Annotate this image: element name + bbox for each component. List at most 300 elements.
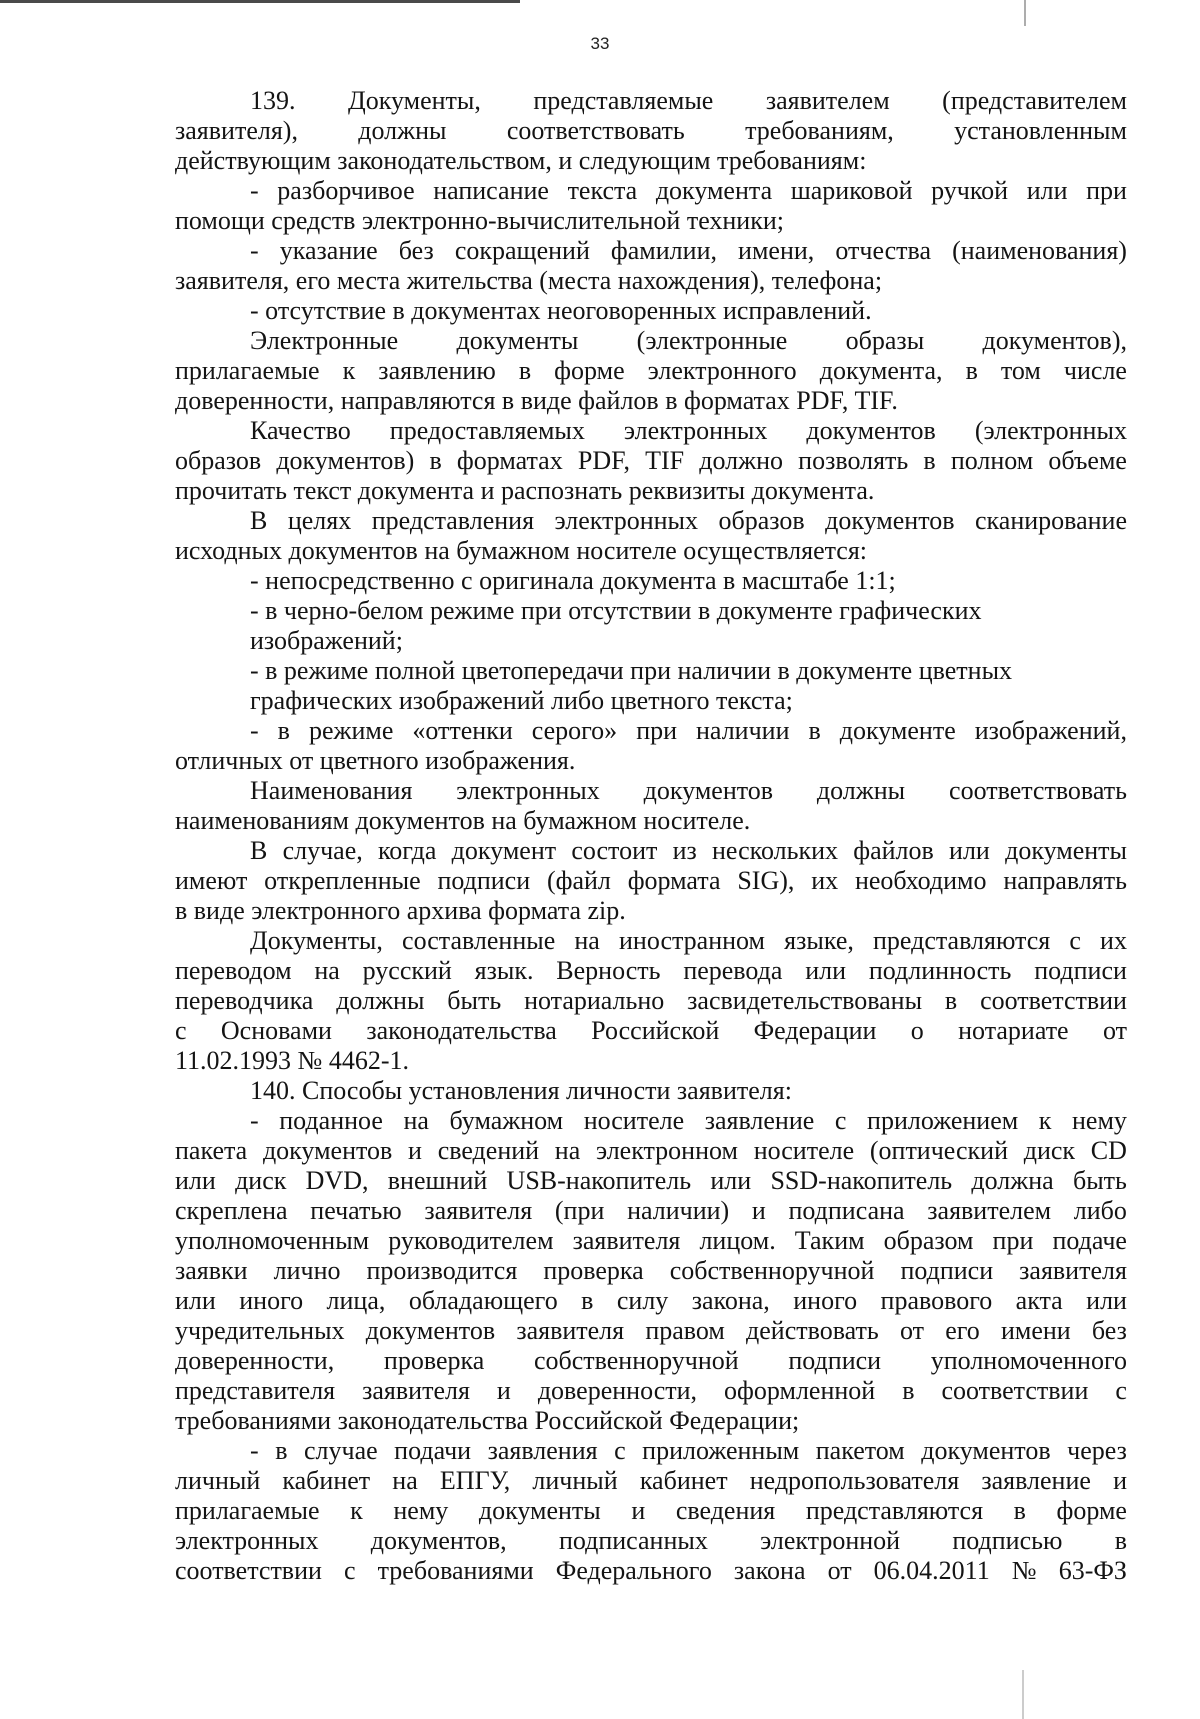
word: в bbox=[1114, 1526, 1127, 1555]
word: документов bbox=[365, 1316, 496, 1345]
word: электронного bbox=[647, 356, 797, 385]
text-line: исходных документов на бумажном носителе осуществляется: bbox=[175, 536, 868, 565]
word: представляются bbox=[805, 1496, 984, 1525]
word: В bbox=[250, 836, 268, 865]
word: в bbox=[277, 716, 290, 745]
word: или bbox=[175, 1286, 216, 1315]
word: и bbox=[408, 1136, 422, 1165]
word: должны bbox=[358, 116, 447, 145]
word: обладающего bbox=[408, 1286, 558, 1315]
word: электронном bbox=[596, 1136, 738, 1165]
word: на bbox=[403, 1106, 429, 1135]
word: носителе bbox=[753, 1136, 855, 1165]
word: ручкой bbox=[931, 176, 1009, 205]
word: - bbox=[250, 176, 259, 205]
word: имеют bbox=[175, 866, 248, 895]
word: на bbox=[392, 1466, 418, 1495]
text-line bbox=[175, 1436, 1127, 1466]
word: прилагаемые bbox=[175, 356, 320, 385]
word: приложением bbox=[867, 1106, 1019, 1135]
word: форме bbox=[554, 356, 625, 385]
word: образы bbox=[845, 326, 925, 355]
word: иного bbox=[793, 1286, 858, 1315]
word: диск bbox=[1023, 1136, 1076, 1165]
word: - bbox=[250, 716, 259, 745]
word: числе bbox=[1063, 356, 1127, 385]
word: сведения bbox=[675, 1496, 776, 1525]
word: (наименования) bbox=[952, 236, 1127, 265]
word: заявителя bbox=[362, 1376, 470, 1405]
text-line bbox=[175, 1286, 1127, 1316]
word: документов bbox=[921, 1436, 1051, 1465]
word: В bbox=[250, 506, 268, 535]
word: приложенным bbox=[642, 1436, 800, 1465]
word: заявлению bbox=[378, 356, 496, 385]
word: наличии) bbox=[627, 1196, 730, 1225]
word: уполномоченного bbox=[930, 1346, 1127, 1375]
word: формата bbox=[627, 866, 721, 895]
word: № bbox=[1011, 1556, 1037, 1585]
word: либо bbox=[1073, 1196, 1127, 1225]
word: нему bbox=[393, 1496, 449, 1525]
word: подаче bbox=[1052, 1226, 1127, 1255]
word: Таким bbox=[794, 1226, 865, 1255]
text-line: требованиями законодательства Российской Федерации; bbox=[175, 1406, 800, 1435]
word: документы bbox=[478, 1496, 601, 1525]
word: заявителем bbox=[765, 86, 890, 115]
text-line: - в режиме полной цветопередачи при наличии в документе цветных bbox=[250, 656, 1013, 685]
word: и bbox=[496, 1376, 511, 1405]
word: личный bbox=[532, 1466, 618, 1495]
text-line bbox=[175, 86, 1127, 116]
word: (при bbox=[554, 1196, 605, 1225]
word: SSD-накопитель bbox=[770, 1166, 953, 1195]
word: 139. bbox=[250, 86, 296, 115]
word: документов bbox=[262, 1136, 393, 1165]
word: представления bbox=[371, 506, 535, 535]
text-line bbox=[175, 866, 1127, 896]
word: (электронных bbox=[974, 416, 1127, 445]
word: на bbox=[554, 1136, 581, 1165]
word: учредительных bbox=[175, 1316, 345, 1345]
text-line: 140. Способы установления личности заявителя: bbox=[250, 1076, 792, 1105]
word: когда bbox=[377, 836, 437, 865]
word: законодательства bbox=[366, 1016, 557, 1045]
text-line bbox=[175, 356, 1127, 386]
word: отчества bbox=[835, 236, 932, 265]
word: производится bbox=[366, 1256, 518, 1285]
word: подписи bbox=[1034, 956, 1127, 985]
word: в bbox=[808, 716, 821, 745]
word: пакетом bbox=[815, 1436, 905, 1465]
word: кабинет bbox=[639, 1466, 728, 1495]
word: заявителя bbox=[572, 1226, 681, 1255]
text-line: - в черно-белом режиме при отсутствии в документе графических bbox=[250, 596, 982, 625]
word: электронных bbox=[456, 776, 600, 805]
word: указание bbox=[279, 236, 378, 265]
word: документе bbox=[839, 716, 956, 745]
word: электронных bbox=[623, 416, 768, 445]
scan-mark-artifact-bottom bbox=[1022, 1670, 1024, 1719]
word: наличии bbox=[696, 716, 790, 745]
text-line bbox=[175, 926, 1127, 956]
text-line bbox=[175, 1346, 1127, 1376]
word: форме bbox=[1056, 1496, 1127, 1525]
word: файлов bbox=[853, 836, 934, 865]
word: DVD, bbox=[305, 1166, 369, 1195]
word: серого» bbox=[531, 716, 618, 745]
text-line bbox=[175, 1136, 1127, 1166]
word: оформленной bbox=[724, 1376, 876, 1405]
word: форматах bbox=[456, 446, 563, 475]
word: требованиями bbox=[377, 1556, 534, 1585]
word: документов, bbox=[370, 1526, 507, 1555]
word: электронных bbox=[175, 1526, 319, 1555]
text-line bbox=[175, 1166, 1127, 1196]
text-line: наименованиям документов на бумажном носителе. bbox=[175, 806, 751, 835]
word: документов bbox=[806, 416, 936, 445]
text-line bbox=[175, 1556, 1127, 1586]
word: доверенности, bbox=[175, 1346, 335, 1375]
word: доверенности, bbox=[537, 1376, 698, 1405]
word: Электронные bbox=[250, 326, 399, 355]
text-line bbox=[175, 1466, 1127, 1496]
word: сокращений bbox=[454, 236, 590, 265]
word: переводом bbox=[175, 956, 292, 985]
word: документа, bbox=[819, 356, 943, 385]
word: заявителя), bbox=[175, 116, 298, 145]
word: или bbox=[1086, 1286, 1127, 1315]
text-line bbox=[175, 1196, 1127, 1226]
word: разборчивое bbox=[277, 176, 415, 205]
word: акта bbox=[1015, 1286, 1063, 1315]
word: нотариате bbox=[958, 1016, 1069, 1045]
word: Верность bbox=[556, 956, 661, 985]
word: их bbox=[811, 866, 839, 895]
word: заявителя bbox=[1019, 1256, 1127, 1285]
word: имени bbox=[1000, 1316, 1071, 1345]
word: к bbox=[1038, 1106, 1052, 1135]
word: переводчика bbox=[175, 986, 314, 1015]
word: уполномоченным bbox=[175, 1226, 370, 1255]
text-line bbox=[175, 1316, 1127, 1346]
word: перевода bbox=[683, 956, 783, 985]
word: документов bbox=[825, 506, 955, 535]
word: лицом. bbox=[699, 1226, 776, 1255]
word: соответствии bbox=[980, 986, 1127, 1015]
text-line: заявителя, его места жительства (места нахождения), телефона; bbox=[175, 266, 883, 295]
text-line: - непосредственно с оригинала документа в масштабе 1:1; bbox=[250, 566, 896, 595]
scan-mark-artifact bbox=[1024, 0, 1026, 26]
word: поданное bbox=[279, 1106, 383, 1135]
text-line: в виде электронного архива формата zip. bbox=[175, 896, 626, 925]
text-line bbox=[175, 1496, 1127, 1526]
word: Документы, bbox=[347, 86, 481, 115]
word: подписанных bbox=[558, 1526, 708, 1555]
word: составленные bbox=[402, 926, 556, 955]
text-line bbox=[175, 986, 1127, 1016]
word: в bbox=[965, 356, 978, 385]
word: Российской bbox=[591, 1016, 720, 1045]
word: (представителем bbox=[942, 86, 1127, 115]
word: их bbox=[1100, 926, 1127, 955]
document-body bbox=[175, 86, 1127, 1586]
word: (электронные bbox=[636, 326, 788, 355]
word: «оттенки bbox=[412, 716, 513, 745]
word: соответствии bbox=[175, 1556, 322, 1585]
text-line bbox=[175, 1376, 1127, 1406]
text-line bbox=[175, 1106, 1127, 1136]
word: с bbox=[1115, 1376, 1127, 1405]
word: или bbox=[949, 836, 990, 865]
text-line: изображений; bbox=[250, 626, 403, 655]
word: русский bbox=[362, 956, 452, 985]
word: сканирование bbox=[975, 506, 1127, 535]
word: соответствовать bbox=[949, 776, 1127, 805]
word: должна bbox=[971, 1166, 1054, 1195]
word: в bbox=[944, 986, 958, 1015]
text-line bbox=[175, 506, 1127, 536]
word: фамилии, bbox=[610, 236, 717, 265]
word: правового bbox=[880, 1286, 993, 1315]
word: прилагаемые bbox=[175, 1496, 320, 1525]
word: документов), bbox=[982, 326, 1127, 355]
word: личный bbox=[175, 1466, 261, 1495]
word: CD bbox=[1090, 1136, 1127, 1165]
text-line bbox=[175, 416, 1127, 446]
word: нему bbox=[1072, 1106, 1127, 1135]
word: (оптический bbox=[869, 1136, 1008, 1165]
word: образов bbox=[175, 446, 262, 475]
word: в bbox=[429, 446, 442, 475]
text-line bbox=[175, 716, 1127, 746]
word: Федерального bbox=[555, 1556, 712, 1585]
word: закона bbox=[733, 1556, 806, 1585]
word: режиме bbox=[308, 716, 394, 745]
word: подлинность bbox=[868, 956, 1012, 985]
word: лично bbox=[273, 1256, 341, 1285]
word: и bbox=[631, 1496, 646, 1525]
word: электронной bbox=[760, 1526, 901, 1555]
word: состоит bbox=[571, 836, 658, 865]
word: его bbox=[945, 1316, 980, 1345]
word: с bbox=[175, 1016, 187, 1045]
word: заявление bbox=[981, 1466, 1091, 1495]
word: шариковой bbox=[790, 176, 913, 205]
word: требованиям, bbox=[745, 116, 894, 145]
text-line: отличных от цветного изображения. bbox=[175, 746, 576, 775]
text-line bbox=[175, 1226, 1127, 1256]
text-line bbox=[175, 236, 1127, 266]
word: направлять bbox=[1003, 866, 1127, 895]
word: руководителем bbox=[388, 1226, 554, 1255]
word: установленным bbox=[954, 116, 1127, 145]
word: Документы, bbox=[250, 926, 383, 955]
word: нескольких bbox=[712, 836, 839, 865]
word: на bbox=[314, 956, 340, 985]
word: подписи bbox=[437, 866, 531, 895]
text-line: - отсутствие в документах неоговоренных исправлений. bbox=[250, 296, 872, 325]
word: подписью bbox=[952, 1526, 1063, 1555]
word: том bbox=[1000, 356, 1041, 385]
word: Качество bbox=[250, 416, 351, 445]
text-line: помощи средств электронно-вычислительной техники; bbox=[175, 206, 784, 235]
word: представляемые bbox=[533, 86, 714, 115]
word: подписи bbox=[900, 1256, 994, 1285]
word: недропользователя bbox=[749, 1466, 960, 1495]
word: быть bbox=[447, 986, 502, 1015]
word: должно bbox=[699, 446, 784, 475]
word: печатью bbox=[310, 1196, 402, 1225]
word: нотариально bbox=[524, 986, 665, 1015]
word: необходимо bbox=[854, 866, 987, 895]
word: целях bbox=[287, 506, 352, 535]
word: или bbox=[175, 1166, 216, 1195]
word: Наименования bbox=[250, 776, 413, 805]
word: проверка bbox=[543, 1256, 644, 1285]
word: Основами bbox=[220, 1016, 332, 1045]
word: случае, bbox=[282, 836, 363, 865]
word: заявление bbox=[704, 1106, 815, 1135]
word: документы bbox=[456, 326, 579, 355]
text-line: действующим законодательством, и следующим требованиям: bbox=[175, 146, 867, 175]
word: кабинет bbox=[282, 1466, 371, 1495]
word: представляются bbox=[873, 926, 1051, 955]
word: без bbox=[398, 236, 434, 265]
word: языке, bbox=[784, 926, 854, 955]
word: подачи bbox=[394, 1436, 472, 1465]
word: образов bbox=[718, 506, 805, 535]
word: PDF, bbox=[577, 446, 630, 475]
word: документов bbox=[643, 776, 774, 805]
text-line bbox=[175, 176, 1127, 206]
word: - bbox=[250, 1436, 259, 1465]
word: USB-накопитель bbox=[506, 1166, 692, 1195]
text-line bbox=[175, 446, 1127, 476]
word: от bbox=[1102, 1016, 1127, 1045]
word: случае bbox=[303, 1436, 378, 1465]
word: или bbox=[805, 956, 847, 985]
word: TIF bbox=[645, 446, 685, 475]
word: заявки bbox=[175, 1256, 248, 1285]
word: собственноручной bbox=[533, 1346, 739, 1375]
word: (файл bbox=[546, 866, 611, 895]
word: - bbox=[250, 1106, 259, 1135]
text-line: доверенности, направляются в виде файлов в форматах PDF, TIF. bbox=[175, 386, 898, 415]
word: из bbox=[672, 836, 697, 865]
word: в bbox=[518, 356, 532, 385]
word: внешний bbox=[387, 1166, 488, 1195]
word: в bbox=[902, 1376, 915, 1405]
word: диск bbox=[235, 1166, 287, 1195]
word: от bbox=[827, 1556, 852, 1585]
word: правом bbox=[645, 1316, 725, 1345]
word: засвидетельствованы bbox=[687, 986, 923, 1015]
word: с bbox=[834, 1106, 847, 1135]
word: заявления bbox=[487, 1436, 598, 1465]
text-line bbox=[175, 116, 1127, 146]
word: соответствии bbox=[941, 1376, 1089, 1405]
word: при bbox=[992, 1226, 1034, 1255]
word: в bbox=[275, 1436, 288, 1465]
word: документов) bbox=[276, 446, 415, 475]
word: в bbox=[1013, 1496, 1026, 1525]
text-line: графических изображений либо цветного текста; bbox=[250, 686, 793, 715]
text-line: 11.02.1993 № 4462-1. bbox=[175, 1046, 409, 1075]
text-line bbox=[175, 1016, 1127, 1046]
word: бумажном bbox=[449, 1106, 564, 1135]
word: SIG), bbox=[737, 866, 795, 895]
word: иностранном bbox=[618, 926, 766, 955]
word: позволять bbox=[798, 446, 909, 475]
word: собственноручной bbox=[669, 1256, 875, 1285]
word: сведений bbox=[437, 1136, 540, 1165]
word: в bbox=[923, 446, 936, 475]
word: к bbox=[342, 356, 356, 385]
text-line: прочитать текст документа и распознать реквизиты документа. bbox=[175, 476, 875, 505]
word: язык. bbox=[474, 956, 534, 985]
word: представителя bbox=[175, 1376, 336, 1405]
word: подписи bbox=[788, 1346, 882, 1375]
word: заявителя bbox=[516, 1316, 625, 1345]
word: при bbox=[1086, 176, 1127, 205]
word: 06.04.2011 bbox=[873, 1556, 990, 1585]
word: действовать bbox=[746, 1316, 879, 1345]
word: образом bbox=[883, 1226, 974, 1255]
word: проверка bbox=[383, 1346, 485, 1375]
word: в bbox=[581, 1286, 594, 1315]
word: соответствовать bbox=[506, 116, 685, 145]
word: подписана bbox=[788, 1196, 905, 1225]
scan-edge-artifact bbox=[0, 0, 520, 3]
word: электронных bbox=[554, 506, 699, 535]
word: с bbox=[1069, 926, 1081, 955]
word: и bbox=[1113, 1466, 1127, 1495]
word: закона, bbox=[691, 1286, 770, 1315]
word: носителе bbox=[583, 1106, 685, 1135]
word: текста bbox=[567, 176, 638, 205]
word: предоставляемых bbox=[389, 416, 585, 445]
word: должны bbox=[336, 986, 425, 1015]
word: к bbox=[350, 1496, 363, 1525]
word: силу bbox=[616, 1286, 669, 1315]
word: на bbox=[574, 926, 600, 955]
word: документы bbox=[1005, 836, 1127, 865]
word: 63-ФЗ bbox=[1058, 1556, 1127, 1585]
word: документа bbox=[655, 176, 773, 205]
word: открепленные bbox=[264, 866, 421, 895]
word: лица, bbox=[326, 1286, 386, 1315]
word: при bbox=[636, 716, 678, 745]
word: должны bbox=[816, 776, 906, 805]
text-line bbox=[175, 776, 1127, 806]
word: без bbox=[1091, 1316, 1127, 1345]
word: или bbox=[710, 1166, 752, 1195]
word: ЕПГУ, bbox=[439, 1466, 511, 1495]
word: с bbox=[344, 1556, 356, 1585]
text-line bbox=[175, 836, 1127, 866]
word: от bbox=[899, 1316, 924, 1345]
word: скреплена bbox=[175, 1196, 288, 1225]
word: Федерации bbox=[753, 1016, 877, 1045]
text-line bbox=[175, 956, 1127, 986]
word: - bbox=[250, 236, 259, 265]
word: заявителем bbox=[927, 1196, 1052, 1225]
word: через bbox=[1067, 1436, 1127, 1465]
word: полном bbox=[950, 446, 1034, 475]
word: или bbox=[1026, 176, 1068, 205]
word: написание bbox=[433, 176, 549, 205]
